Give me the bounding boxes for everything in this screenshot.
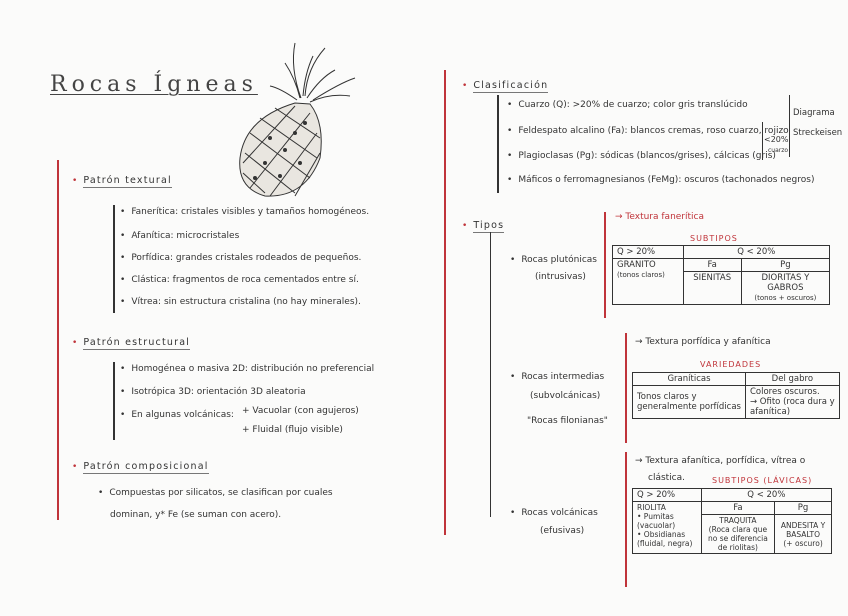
intermedias-table-title: VARIEDADES bbox=[700, 360, 762, 369]
list-item: • Máficos o ferromagnesianos (FeMg): oscuros (tachonados negros) bbox=[507, 175, 814, 185]
cell-text: • Pumitas bbox=[637, 512, 674, 521]
table-cell bbox=[633, 502, 702, 554]
plutonicas-label bbox=[510, 255, 597, 265]
tipos-heading: Tipos bbox=[473, 220, 505, 231]
plutonicas-arrow: → Textura fanerítica bbox=[615, 212, 705, 222]
cell-text: afanítica) bbox=[749, 407, 791, 417]
volcanicas-sub: (efusivas) bbox=[540, 526, 585, 536]
table-header: Del gabro bbox=[745, 373, 839, 386]
plutonicas-table bbox=[612, 245, 830, 305]
composicional-heading: Patrón composicional bbox=[83, 461, 209, 472]
list-item: • Feldespato alcalino (Fa): blancos cremas, roso cuarzo, rojizo bbox=[507, 126, 789, 136]
right-margin-line bbox=[444, 70, 446, 535]
tipos-tree-line bbox=[490, 232, 503, 517]
list-item: • Clástica: fragmentos de roca cementados entre sí. bbox=[120, 275, 359, 285]
bracket-sub: cuarzo bbox=[768, 147, 789, 154]
list-item: • Cuarzo (Q): >20% de cuarzo; color gris translúcido bbox=[507, 100, 748, 110]
textural-heading: Patrón textural bbox=[83, 175, 172, 186]
cell-text: GABROS bbox=[767, 283, 804, 293]
cell-text: TRAQUITA bbox=[719, 516, 757, 525]
cell-note: (fluidal, negra) bbox=[637, 539, 693, 548]
list-item: • Fanerítica: cristales visibles y tamaños homogéneos. bbox=[120, 207, 369, 217]
composicional-text bbox=[98, 488, 333, 498]
sub-item: + Vacuolar (con agujeros) bbox=[242, 406, 359, 416]
textural-bar bbox=[113, 205, 115, 313]
left-margin-line bbox=[57, 160, 59, 520]
intermedias-title: Rocas intermedias bbox=[521, 372, 605, 382]
volcanicas-bar bbox=[625, 452, 627, 587]
sub-item: + Fluidal (flujo visible) bbox=[242, 425, 343, 435]
intermedias-table bbox=[632, 372, 840, 419]
cell-note: (+ oscuro) bbox=[783, 538, 823, 548]
cell-text: RIOLITA bbox=[637, 503, 666, 512]
cell-note: (vacuolar) bbox=[637, 521, 676, 530]
volcanicas-label bbox=[510, 508, 598, 518]
table-header: Graníticas bbox=[633, 373, 746, 386]
cell-text: Colores oscuros. bbox=[749, 387, 820, 397]
intermedias-bar bbox=[625, 333, 627, 443]
table-header: Fa bbox=[683, 259, 741, 272]
table-header: Q < 20% bbox=[683, 246, 829, 259]
diagram-label: Diagrama bbox=[793, 108, 835, 118]
table-header: Fa bbox=[701, 502, 774, 515]
diagram-bracket bbox=[785, 95, 790, 157]
cell-text: de riolitas) bbox=[717, 543, 758, 552]
plutonicas-sub: (intrusivas) bbox=[535, 272, 586, 282]
page-title: Rocas Ígneas bbox=[50, 72, 258, 97]
composicional-line-1: Compuestas por silicatos, se clasifican por cuales bbox=[109, 488, 333, 498]
clasif-section bbox=[462, 80, 548, 91]
table-header: Pg bbox=[775, 502, 832, 515]
estructural-bar bbox=[113, 362, 115, 440]
cell-note: (tonos claros) bbox=[617, 271, 665, 279]
cell-note: (tonos + oscuros) bbox=[754, 294, 817, 302]
cell-text: no se diferencia bbox=[708, 534, 768, 543]
table-cell bbox=[633, 386, 746, 419]
composicional-section bbox=[72, 461, 209, 472]
cell-text: → Ofito (roca dura y bbox=[749, 397, 835, 407]
volcanicas-arrow: → Textura afanítica, porfídica, vítrea o bbox=[635, 456, 806, 466]
table-cell bbox=[775, 515, 832, 554]
volcanicas-table-title: SUBTIPOS (LÁVICAS) bbox=[712, 476, 813, 485]
tipos-section bbox=[462, 220, 504, 231]
table-cell bbox=[701, 515, 774, 554]
list-item: • Vítrea: sin estructura cristalina (no hay minerales). bbox=[120, 297, 361, 307]
plutonicas-table-title: SUBTIPOS bbox=[690, 234, 738, 243]
table-header: Q > 20% bbox=[633, 489, 702, 502]
diagram-label-2: Streckeisen bbox=[793, 128, 843, 138]
pineapple-drawing bbox=[225, 38, 375, 203]
volcanicas-arrow-2: clástica. bbox=[648, 473, 686, 483]
cell-text: • Obsidianas bbox=[637, 530, 686, 539]
plutonicas-bar bbox=[604, 212, 606, 318]
list-item: • Porfídica: grandes cristales rodeados de pequeños. bbox=[120, 253, 361, 263]
cell-text: DIORITAS Y bbox=[761, 273, 810, 283]
table-cell bbox=[745, 386, 839, 419]
intermedias-sub-2: "Rocas filonianas" bbox=[527, 416, 608, 426]
list-item: • Afanítica: microcristales bbox=[120, 231, 239, 241]
table-header: Q < 20% bbox=[701, 489, 831, 502]
volcanicas-table bbox=[632, 488, 832, 554]
cell-text: GRANITO bbox=[617, 260, 656, 270]
cell-text: Tonos claros y bbox=[637, 392, 697, 402]
table-cell: SIENITAS bbox=[683, 272, 741, 305]
cell-text: ANDESITA Y bbox=[780, 520, 826, 530]
intermedias-label bbox=[510, 372, 604, 382]
table-header: Q > 20% bbox=[613, 246, 684, 259]
clasif-bracket bbox=[758, 122, 763, 160]
table-header: Pg bbox=[741, 259, 829, 272]
estructural-section bbox=[72, 337, 190, 348]
list-item: • Homogénea o masiva 2D: distribución no preferencial bbox=[120, 364, 374, 374]
cell-text: BASALTO bbox=[786, 529, 821, 539]
list-item: • Isotrópica 3D: orientación 3D aleatoria bbox=[120, 387, 306, 397]
list-item: • Plagioclasas (Pg): sódicas (blancos/grises), cálcicas (gris) bbox=[507, 151, 776, 161]
volcanicas-title: Rocas volcánicas bbox=[521, 508, 598, 518]
plutonicas-title: Rocas plutónicas bbox=[521, 255, 597, 265]
cell-text: (Roca clara que bbox=[708, 525, 768, 534]
table-cell bbox=[613, 259, 684, 305]
intermedias-arrow: → Textura porfídica y afanítica bbox=[635, 337, 771, 347]
composicional-line-2: dominan, y* Fe (se suman con acero). bbox=[110, 510, 282, 520]
bracket-label: <20% bbox=[764, 135, 789, 144]
clasif-bar bbox=[497, 95, 499, 193]
intermedias-sub: (subvolcánicas) bbox=[530, 391, 601, 401]
list-item: • En algunas volcánicas: bbox=[120, 410, 234, 420]
cell-text: generalmente porfídicas bbox=[637, 402, 741, 412]
clasif-heading: Clasificación bbox=[473, 80, 549, 91]
textural-section bbox=[72, 175, 172, 186]
table-cell bbox=[741, 272, 829, 305]
estructural-heading: Patrón estructural bbox=[83, 337, 191, 348]
